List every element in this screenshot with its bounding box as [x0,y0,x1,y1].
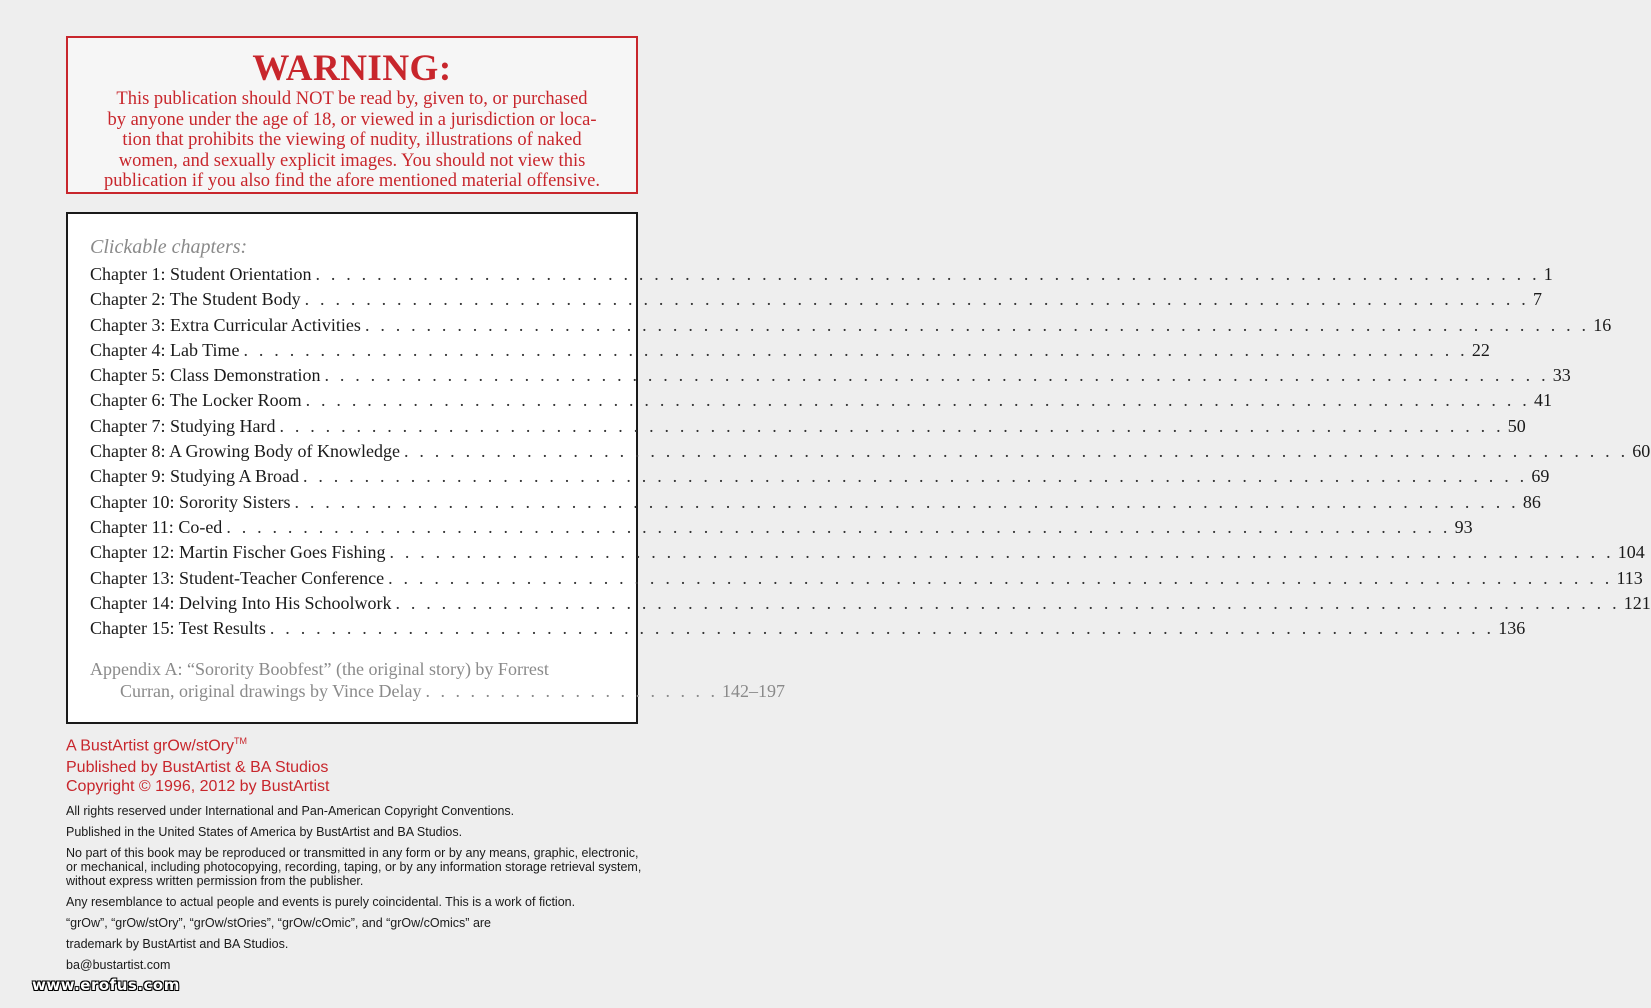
warning-line: publication if you also find the afore mentioned material offensive. [104,171,600,191]
chapter-link[interactable] [90,264,1553,289]
chapter-page-number: 121 [1623,592,1651,613]
chapter-title: Chapter 7: Studying Hard [90,415,276,436]
chapter-title: Chapter 8: A Growing Body of Knowledge [90,441,400,462]
legal-paragraph: “grOw”, “grOw/stOry”, “grOw/stOries”, “grOw/cOmic”, and “grOw/cOmics” are [66,916,492,930]
chapter-page-number: 7 [1532,289,1542,310]
dot-leader: . . . . . . . . . . . . . . . . . . . . . . . . . . . . . . . . . . . . . . . . . . . . . . . . . . . . . . . . . . . . . . . . . . . . . . . . . . . . . . . . [395,592,1620,613]
dot-leader: . . . . . . . . . . . . . . . . . . . . . . . . . . . . . . . . . . . . . . . . . . . . . . . . . . . . . . . . . . . . . . . . . . . . . . . . . . . . . . . . [324,365,1549,386]
warning-line: by anyone under the age of 18, or viewed in a jurisdiction or loca- [107,109,597,130]
watermark: www.erofus.com [32,976,180,994]
warning-box [66,36,638,194]
appendix-link[interactable] [90,658,786,702]
trademark-mark: TM [234,736,248,746]
chapter-link[interactable] [90,365,1571,390]
dot-leader: . . . . . . . . . . . . . . . . . . . . . . . . . . . . . . . . . . . . . . . . . . . . . . . . . . . . . . . . . . . . . . . . . . . . . . . . . . . . . . . . [305,390,1530,411]
chapter-page-number: 86 [1522,491,1541,512]
chapter-page-number: 41 [1533,390,1552,411]
legal-paragraph: Any resemblance to actual people and events is purely coincidental. This is a work of fiction. [66,895,576,909]
chapter-link[interactable] [90,390,1552,415]
chapter-link[interactable] [90,542,1645,567]
chapter-page-number: 60 [1632,441,1651,462]
credit-line-2: Published by BustArtist & BA Studios [66,759,329,777]
chapter-title: Chapter 3: Extra Curricular Activities [90,314,361,335]
dot-leader: . . . . . . . . . . . . . . . . . . . . . . . . . . . . . . . . . . . . . . . . . . . . . . . . . . . . . . . . . . . . . . . . . . . . . . . . . . . . . . . . [269,618,1495,639]
chapter-title: Chapter 2: The Student Body [90,289,301,310]
chapter-title: Chapter 13: Student-Teacher Conference [90,567,385,588]
dot-leader: . . . . . . . . . . . . . . . . . . . . [425,681,719,701]
dot-leader: . . . . . . . . . . . . . . . . . . . . . . . . . . . . . . . . . . . . . . . . . . . . . . . . . . . . . . . . . . . . . . . . . . . . . . . . . . . . . . . . [388,567,1613,588]
chapter-title: Chapter 4: Lab Time [90,339,240,360]
table-of-contents [66,212,1651,724]
contact-email[interactable]: ba@bustartist.com [66,958,171,972]
warning-line: women, and sexually explicit images. You should not view this [118,150,586,171]
chapter-page-number: 93 [1454,516,1473,537]
legal-paragraph: trademark by BustArtist and BA Studios. [66,937,289,951]
chapter-page-number: 33 [1552,365,1571,386]
warning-title: WARNING: [252,48,452,89]
dot-leader: . . . . . . . . . . . . . . . . . . . . . . . . . . . . . . . . . . . . . . . . . . . . . . . . . . . . . . . . . . . . . . . . . . . . . . . . . . . . . . . . [279,415,1504,436]
toc-heading: Clickable chapters: [90,236,248,258]
chapter-page-number: 22 [1471,339,1490,360]
chapter-list [90,264,1651,643]
appendix-line-2: Curran, original drawings by Vince Delay [120,681,422,701]
chapter-link[interactable] [90,592,1651,618]
dot-leader: . . . . . . . . . . . . . . . . . . . . . . . . . . . . . . . . . . . . . . . . . . . . . . . . . . . . . . . . . . . . . . . . . . . . . . . . . . . . . . . . [243,339,1468,360]
dot-leader: . . . . . . . . . . . . . . . . . . . . . . . . . . . . . . . . . . . . . . . . . . . . . . . . . . . . . . . . . . . . . . . . . . . . . . . . . . . . . . . . [304,289,1529,310]
chapter-page-number: 16 [1593,314,1612,335]
warning-text [68,89,636,192]
chapter-title: Chapter 1: Student Orientation [90,264,312,284]
dot-leader: . . . . . . . . . . . . . . . . . . . . . . . . . . . . . . . . . . . . . . . . . . . . . . . . . . . . . . . . . . . . . . . . . . . . . . . . . . . . . . . . [364,314,1590,335]
chapter-page-number: 113 [1616,567,1643,588]
chapter-title: Chapter 11: Co-ed [90,516,223,537]
chapter-title: Chapter 12: Martin Fischer Goes Fishing [90,542,386,563]
appendix-line-1: Appendix A: “Sorority Boobfest” (the original story) by Forrest [90,659,549,679]
chapter-link[interactable] [90,567,1643,593]
chapter-title: Chapter 9: Studying A Broad [90,466,299,487]
chapter-page-number: 50 [1507,415,1526,436]
dot-leader: . . . . . . . . . . . . . . . . . . . . . . . . . . . . . . . . . . . . . . . . . . . . . . . . . . . . . . . . . . . . . . . . . . . . . . . . . . . . . . . . [226,516,1451,537]
chapter-link[interactable] [90,466,1550,491]
chapter-title: Chapter 15: Test Results [90,618,266,639]
legal-paragraph: No part of this book may be reproduced or transmitted in any form or by any means, graphic, electronic, or mechanical, including photocopying, recording, taping, or by any information storage retrieval system, without express written permission from the publisher. [66,846,642,888]
legal-paragraph: All rights reserved under International and Pan-American Copyright Conventions. [66,804,515,818]
credits [66,730,328,779]
chapter-page-number: 104 [1617,542,1645,563]
credit-line-1: A BustArtist grOw/stOry [66,737,235,755]
chapter-link[interactable] [90,516,1473,542]
chapter-page-number: 69 [1531,466,1550,487]
chapter-link[interactable] [90,314,1612,340]
warning-line: tion that prohibits the viewing of nudity, illustrations of naked [122,130,582,150]
copyright-line: Copyright © 1996, 2012 by BustArtist [66,778,330,795]
chapter-title: Chapter 6: The Locker Room [90,390,302,411]
chapter-link[interactable] [90,415,1526,441]
appendix-pages: 142–197 [722,681,786,701]
dot-leader: . . . . . . . . . . . . . . . . . . . . . . . . . . . . . . . . . . . . . . . . . . . . . . . . . . . . . . . . . . . . . . . . . . . . . . . . . . . . . . . . [315,264,1540,284]
dot-leader: . . . . . . . . . . . . . . . . . . . . . . . . . . . . . . . . . . . . . . . . . . . . . . . . . . . . . . . . . . . . . . . . . . . . . . . . . . . . . . . . [294,491,1519,512]
chapter-title: Chapter 14: Delving Into His Schoolwork [90,592,392,613]
dot-leader: . . . . . . . . . . . . . . . . . . . . . . . . . . . . . . . . . . . . . . . . . . . . . . . . . . . . . . . . . . . . . . . . . . . . . . . . . . . . . . . . [403,441,1629,462]
chapter-page-number: 136 [1498,618,1526,639]
chapter-link[interactable] [90,618,1526,643]
legal-paragraph: Published in the United States of America by BustArtist and BA Studios. [66,825,463,839]
chapter-title: Chapter 10: Sorority Sisters [90,491,291,512]
dot-leader: . . . . . . . . . . . . . . . . . . . . . . . . . . . . . . . . . . . . . . . . . . . . . . . . . . . . . . . . . . . . . . . . . . . . . . . . . . . . . . . . [389,542,1614,563]
chapter-title: Chapter 5: Class Demonstration [90,365,321,386]
chapter-link[interactable] [90,491,1541,517]
chapter-page-number: 1 [1543,264,1553,284]
chapter-link[interactable] [90,441,1651,466]
legal-notice [66,804,646,979]
chapter-link[interactable] [90,289,1542,314]
chapter-link[interactable] [90,339,1490,365]
dot-leader: . . . . . . . . . . . . . . . . . . . . . . . . . . . . . . . . . . . . . . . . . . . . . . . . . . . . . . . . . . . . . . . . . . . . . . . . . . . . . . . . [303,466,1528,487]
warning-line: This publication should NOT be read by, given to, or purchased [116,89,588,109]
